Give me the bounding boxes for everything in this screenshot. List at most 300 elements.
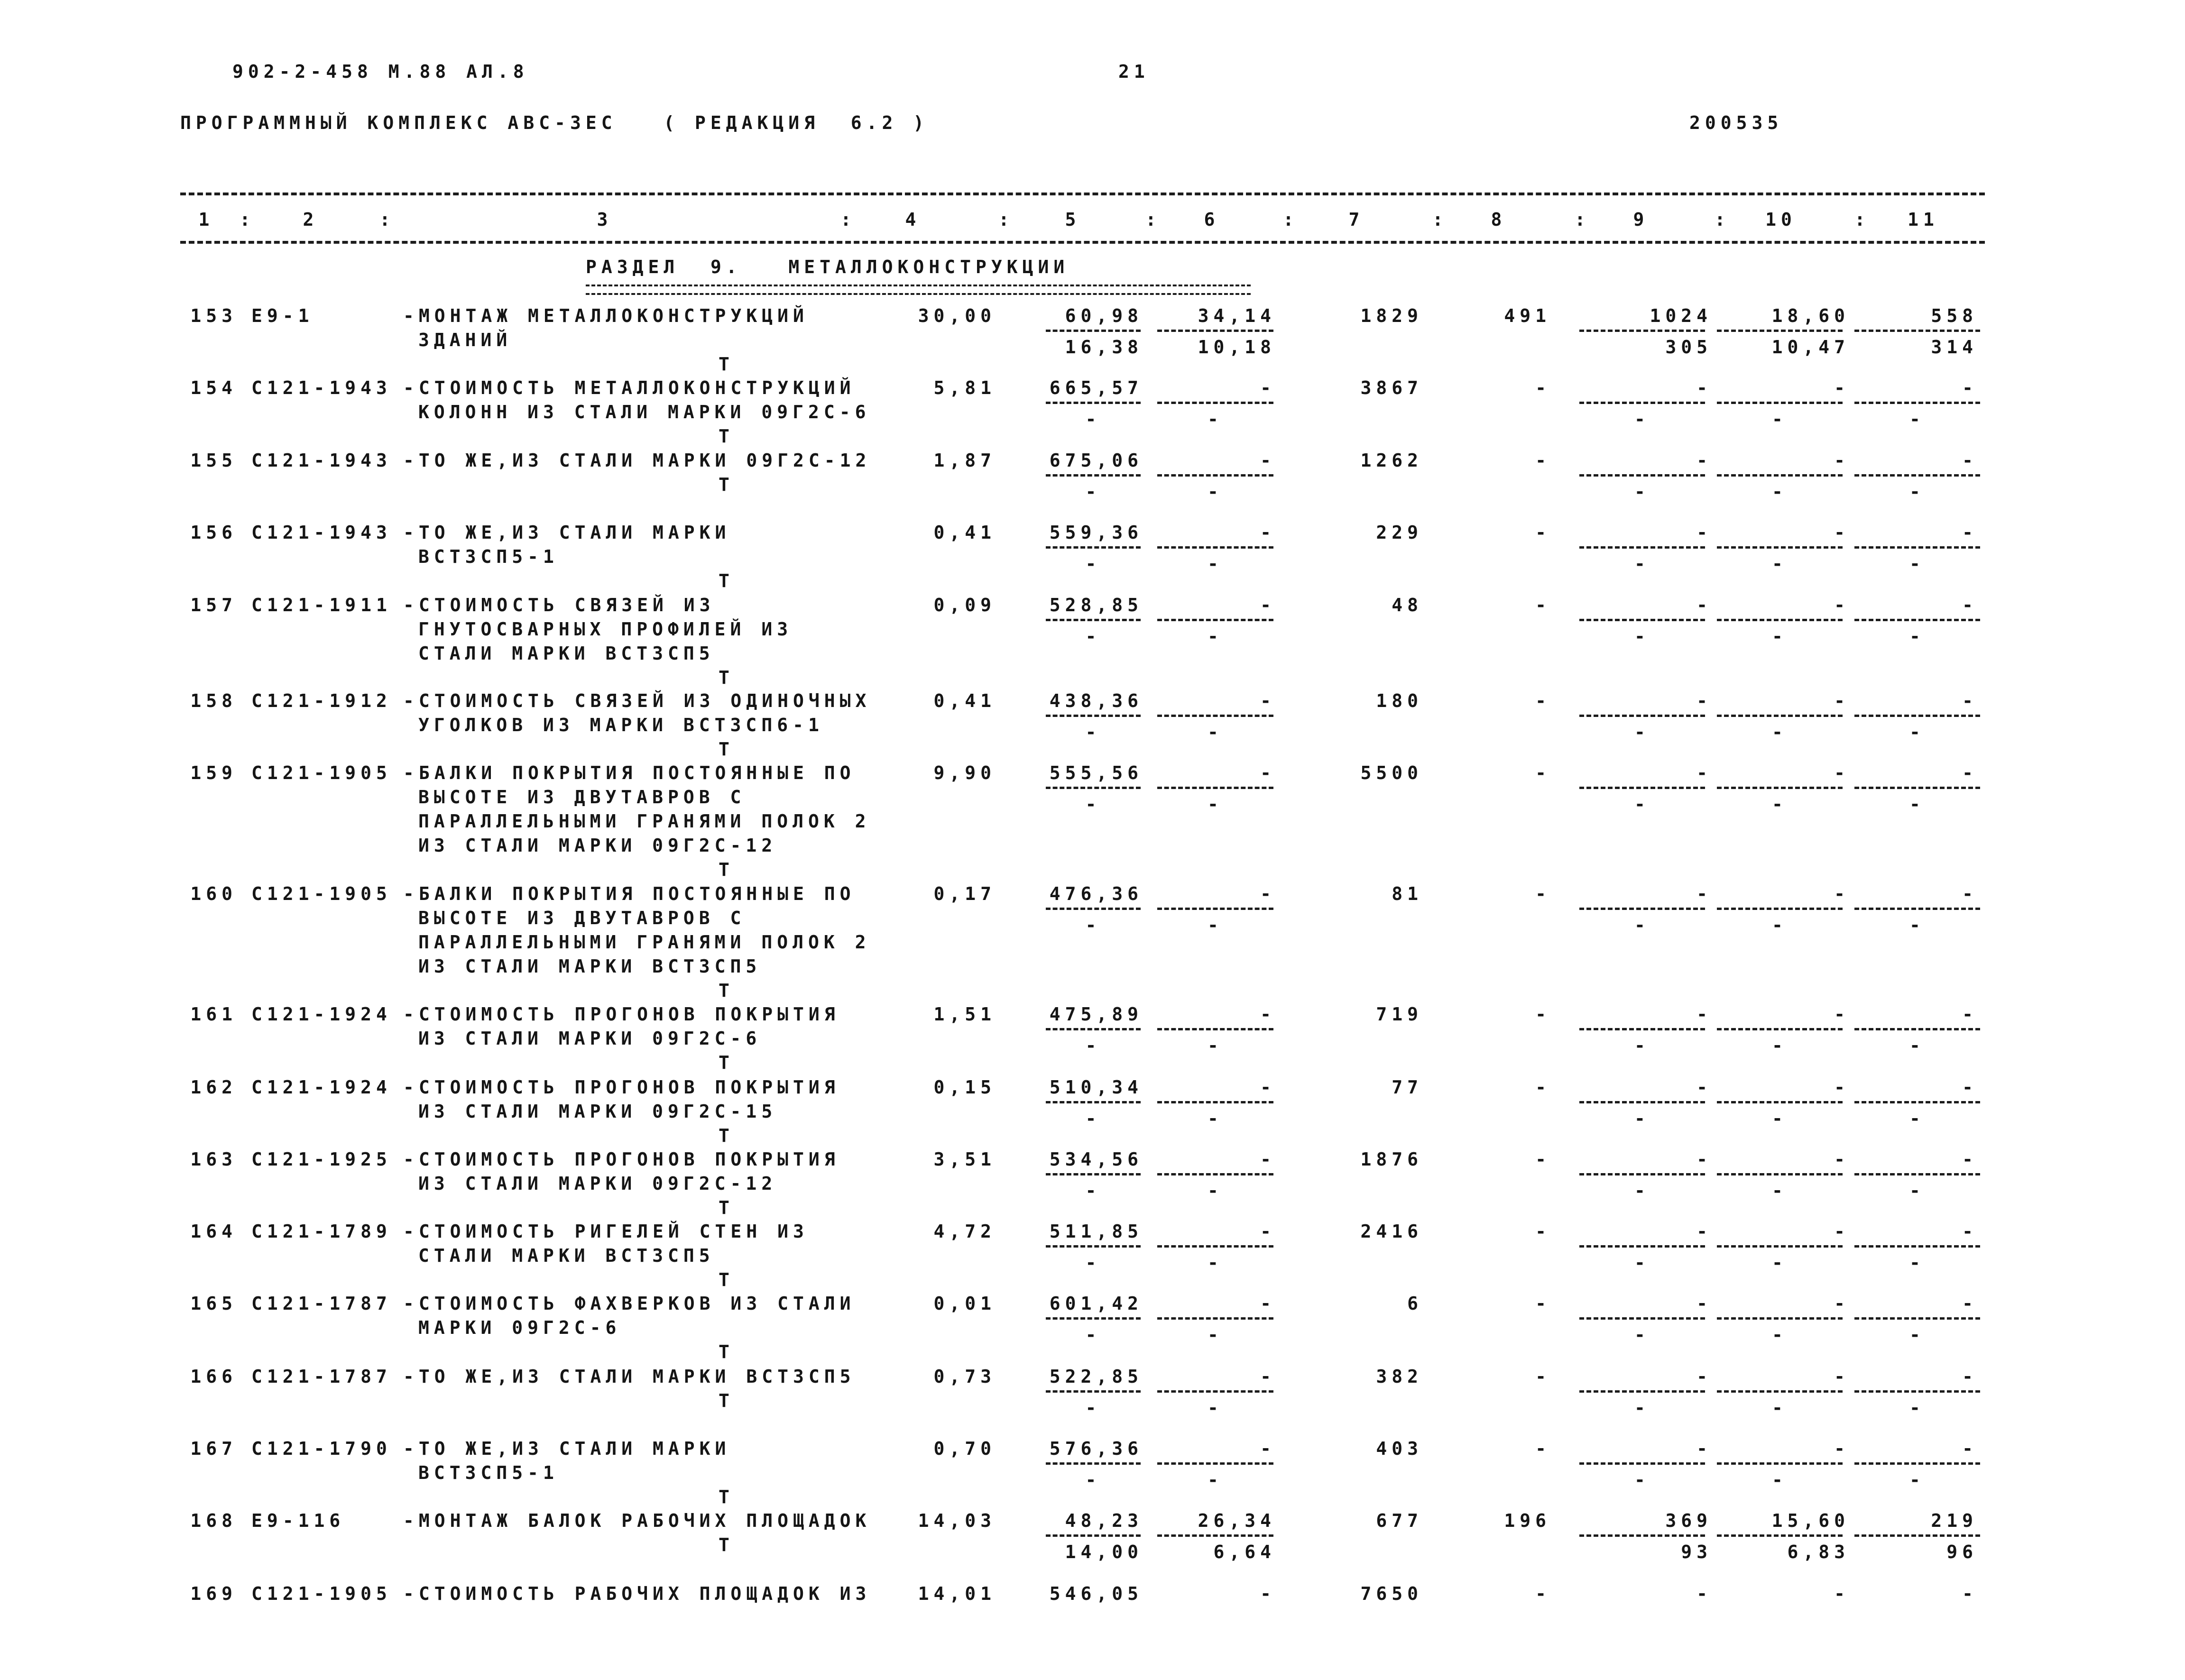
table-top-rule	[180, 193, 1985, 195]
t-marker: Т	[719, 1197, 734, 1218]
cell-c9: -	[1696, 1366, 1712, 1387]
row-number: 160	[190, 883, 237, 904]
row-number: 163	[190, 1149, 237, 1170]
cell-c8: -	[1535, 883, 1551, 904]
cell-c10: 18,60	[1771, 305, 1850, 326]
cell-sub-c9: -	[1634, 1397, 1650, 1418]
row-description-line: -МОНТАЖ МЕТАЛЛОКОНСТРУКЦИЙ	[403, 305, 809, 326]
cell-c11: -	[1962, 1583, 1978, 1604]
cell-c4: 1,51	[933, 1004, 996, 1025]
cell-c10: -	[1834, 883, 1850, 904]
cell-c6: -	[1260, 883, 1276, 904]
column-separator: :	[840, 209, 856, 230]
cell-sub-c10: -	[1772, 1469, 1788, 1490]
cell-c7: 7650	[1360, 1583, 1423, 1604]
cell-underline	[1157, 1173, 1273, 1175]
row-description-line: ВЫСОТЕ ИЗ ДВУТАВРОВ С	[418, 908, 746, 928]
cell-sub-c11: -	[1909, 1397, 1925, 1418]
row-description-line: -СТОИМОСТЬ ПРОГОНОВ ПОКРЫТИЯ	[403, 1149, 840, 1170]
cell-c8: -	[1535, 1149, 1551, 1170]
cell-c5: 675,06	[1049, 450, 1143, 471]
cell-underline	[1579, 1173, 1705, 1175]
cell-sub-c6: -	[1208, 1035, 1223, 1056]
row-description-line: -МОНТАЖ БАЛОК РАБОЧИХ ПЛОЩАДОК	[403, 1510, 871, 1531]
cell-underline	[1157, 1462, 1273, 1465]
cell-c8: -	[1535, 1293, 1551, 1314]
cell-c6: -	[1260, 762, 1276, 783]
cell-sub-c11: -	[1909, 915, 1925, 936]
cell-sub-c11: 314	[1931, 337, 1978, 358]
cell-underline	[1046, 402, 1141, 404]
row-description-line: -ТО ЖЕ,ИЗ СТАЛИ МАРКИ ВСТ3СП5	[403, 1366, 856, 1387]
cell-underline	[1157, 1028, 1273, 1030]
cell-c10: -	[1834, 1077, 1850, 1098]
cell-c5: 438,36	[1049, 690, 1143, 711]
t-marker: Т	[719, 667, 734, 688]
cell-c11: 219	[1931, 1510, 1978, 1531]
cell-sub-c11: 96	[1946, 1542, 1978, 1562]
t-marker: Т	[719, 354, 734, 375]
cell-c11: -	[1962, 595, 1978, 615]
cell-underline	[1579, 619, 1705, 621]
cell-c9: -	[1696, 1221, 1712, 1242]
cell-underline	[1046, 1245, 1141, 1248]
row-number: 165	[190, 1293, 237, 1314]
cell-underline	[1854, 330, 1980, 332]
row-code: С121-1911	[251, 595, 392, 615]
row-code: С121-1789	[251, 1221, 392, 1242]
cell-underline	[1854, 474, 1980, 477]
cell-underline	[1157, 715, 1273, 717]
cell-sub-c10: -	[1772, 1180, 1788, 1201]
column-header-2: 2	[303, 209, 319, 230]
cell-sub-c9: -	[1634, 1469, 1650, 1490]
cell-c7: 229	[1376, 522, 1423, 543]
cell-underline	[1157, 330, 1273, 332]
cell-sub-c5: -	[1085, 1324, 1101, 1345]
cell-sub-c11: -	[1909, 553, 1925, 574]
cell-c6: 26,34	[1198, 1510, 1276, 1531]
cell-c7: 1829	[1360, 305, 1423, 326]
column-separator: :	[998, 209, 1014, 230]
cell-c11: -	[1962, 1149, 1978, 1170]
cell-underline	[1046, 546, 1141, 549]
row-code: С121-1943	[251, 450, 392, 471]
cell-underline	[1717, 1317, 1843, 1320]
column-separator: :	[1145, 209, 1161, 230]
column-separator: :	[1715, 209, 1730, 230]
column-separator: :	[1854, 209, 1870, 230]
cell-underline	[1579, 1317, 1705, 1320]
column-header-8: 8	[1491, 209, 1507, 230]
row-number: 153	[190, 305, 237, 326]
cell-c9: -	[1696, 1004, 1712, 1025]
cell-underline	[1157, 402, 1273, 404]
cell-underline	[1579, 908, 1705, 910]
cell-sub-c5: -	[1085, 1108, 1101, 1129]
t-marker: Т	[719, 1487, 734, 1507]
cell-sub-c6: -	[1208, 722, 1223, 743]
cell-c4: 14,01	[918, 1583, 996, 1604]
cell-c6: -	[1260, 377, 1276, 398]
cell-underline	[1579, 715, 1705, 717]
cell-sub-c10: -	[1772, 409, 1788, 430]
cell-c10: -	[1834, 450, 1850, 471]
cell-underline	[1717, 787, 1843, 789]
cell-c6: 34,14	[1198, 305, 1276, 326]
cell-sub-c5: -	[1085, 1252, 1101, 1273]
column-header-1: 1	[198, 209, 214, 230]
cell-sub-c6: -	[1208, 1108, 1223, 1129]
t-marker: Т	[719, 739, 734, 760]
cell-c5: 475,89	[1049, 1004, 1143, 1025]
cell-c7: 180	[1376, 690, 1423, 711]
cell-c8: -	[1535, 450, 1551, 471]
cell-underline	[1717, 1245, 1843, 1248]
cell-sub-c11: -	[1909, 481, 1925, 502]
cell-c10: -	[1834, 1366, 1850, 1387]
column-separator: :	[1432, 209, 1448, 230]
cell-c7: 382	[1376, 1366, 1423, 1387]
cell-c9: -	[1696, 762, 1712, 783]
row-code: С121-1943	[251, 377, 392, 398]
cell-underline	[1854, 546, 1980, 549]
cell-c10: -	[1834, 762, 1850, 783]
cell-underline	[1046, 330, 1141, 332]
cell-sub-c10: 10,47	[1771, 337, 1850, 358]
cell-underline	[1854, 1534, 1980, 1537]
cell-c7: 3867	[1360, 377, 1423, 398]
cell-sub-c9: -	[1634, 722, 1650, 743]
cell-c10: -	[1834, 690, 1850, 711]
cell-sub-c11: -	[1909, 794, 1925, 815]
cell-sub-c9: -	[1634, 1252, 1650, 1273]
cell-c9: 1024	[1650, 305, 1712, 326]
row-description-line: ИЗ СТАЛИ МАРКИ 09Г2С-12	[418, 1173, 777, 1194]
cell-c6: -	[1260, 1004, 1276, 1025]
cell-c8: -	[1535, 762, 1551, 783]
cell-sub-c10: -	[1772, 1324, 1788, 1345]
column-header-5: 5	[1065, 209, 1081, 230]
row-description-line: ИЗ СТАЛИ МАРКИ 09Г2С-6	[418, 1028, 762, 1049]
cell-underline	[1579, 474, 1705, 477]
cell-c9: -	[1696, 1583, 1712, 1604]
cell-c10: -	[1834, 522, 1850, 543]
cell-underline	[1717, 1101, 1843, 1103]
cell-underline	[1717, 402, 1843, 404]
cell-sub-c10: -	[1772, 722, 1788, 743]
cell-underline	[1717, 1028, 1843, 1030]
cell-c4: 14,03	[918, 1510, 996, 1531]
cell-c4: 0,41	[933, 522, 996, 543]
cell-c8: 196	[1504, 1510, 1551, 1531]
cell-sub-c11: -	[1909, 722, 1925, 743]
cell-underline	[1717, 330, 1843, 332]
cell-sub-c6: -	[1208, 1180, 1223, 1201]
cell-sub-c10: -	[1772, 915, 1788, 936]
cell-underline	[1579, 1101, 1705, 1103]
column-header-3: 3	[597, 209, 613, 230]
section-title: РАЗДЕЛ 9. МЕТАЛЛОКОНСТРУКЦИИ	[586, 257, 1069, 277]
cell-underline	[1717, 1462, 1843, 1465]
cell-c5: 576,36	[1049, 1438, 1143, 1459]
cell-c9: -	[1696, 522, 1712, 543]
cell-c4: 0,17	[933, 883, 996, 904]
cell-sub-c10: -	[1772, 481, 1788, 502]
cell-c11: -	[1962, 690, 1978, 711]
cell-c4: 3,51	[933, 1149, 996, 1170]
cell-underline	[1579, 1534, 1705, 1537]
cell-underline	[1717, 1534, 1843, 1537]
cell-c9: -	[1696, 1438, 1712, 1459]
column-separator: :	[1575, 209, 1590, 230]
row-description-line: -СТОИМОСТЬ СВЯЗЕЙ ИЗ ОДИНОЧНЫХ	[403, 690, 871, 711]
row-code: С121-1787	[251, 1293, 392, 1314]
t-marker: Т	[719, 1534, 734, 1555]
cell-underline	[1046, 474, 1141, 477]
row-code: Е9-116	[251, 1510, 345, 1531]
row-number: 157	[190, 595, 237, 615]
row-description-line: ИЗ СТАЛИ МАРКИ 09Г2С-15	[418, 1101, 777, 1122]
row-description-line: -СТОИМОСТЬ ФАХВЕРКОВ ИЗ СТАЛИ	[403, 1293, 856, 1314]
cell-c7: 81	[1392, 883, 1423, 904]
cell-c5: 511,85	[1049, 1221, 1143, 1242]
cell-c9: -	[1696, 1293, 1712, 1314]
cell-c5: 534,56	[1049, 1149, 1143, 1170]
t-marker: Т	[719, 1052, 734, 1073]
cell-sub-c5: 14,00	[1065, 1542, 1143, 1562]
row-description-line: КОЛОНН ИЗ СТАЛИ МАРКИ 09Г2С-6	[418, 402, 871, 422]
cell-sub-c6: -	[1208, 626, 1223, 647]
cell-sub-c5: -	[1085, 626, 1101, 647]
cell-c9: -	[1696, 1077, 1712, 1098]
row-description-line: -СТОИМОСТЬ МЕТАЛЛОКОНСТРУКЦИЙ	[403, 377, 856, 398]
cell-c6: -	[1260, 522, 1276, 543]
cell-sub-c9: -	[1634, 1035, 1650, 1056]
cell-c4: 9,90	[933, 762, 996, 783]
cell-sub-c6: -	[1208, 553, 1223, 574]
cell-underline	[1046, 1390, 1141, 1393]
row-code: С121-1790	[251, 1438, 392, 1459]
cell-sub-c6: -	[1208, 915, 1223, 936]
cell-sub-c10: -	[1772, 1252, 1788, 1273]
t-marker: Т	[719, 1341, 734, 1362]
row-description-line: -ТО ЖЕ,ИЗ СТАЛИ МАРКИ 09Г2С-12	[403, 450, 871, 471]
cell-c11: -	[1962, 1293, 1978, 1314]
row-description-line: -СТОИМОСТЬ ПРОГОНОВ ПОКРЫТИЯ	[403, 1004, 840, 1025]
cell-c10: -	[1834, 1293, 1850, 1314]
cell-underline	[1579, 402, 1705, 404]
cell-sub-c5: -	[1085, 553, 1101, 574]
cell-sub-c6: -	[1208, 409, 1223, 430]
cell-sub-c6: -	[1208, 1252, 1223, 1273]
cell-c6: -	[1260, 595, 1276, 615]
cell-c8: -	[1535, 1366, 1551, 1387]
row-code: С121-1925	[251, 1149, 392, 1170]
cell-sub-c9: -	[1634, 626, 1650, 647]
cell-underline	[1854, 619, 1980, 621]
column-separator: :	[1283, 209, 1299, 230]
cell-c5: 528,85	[1049, 595, 1143, 615]
cell-c7: 2416	[1360, 1221, 1423, 1242]
row-code: С121-1905	[251, 883, 392, 904]
cell-c4: 0,41	[933, 690, 996, 711]
row-number: 166	[190, 1366, 237, 1387]
column-header-7: 7	[1348, 209, 1364, 230]
cell-c7: 719	[1376, 1004, 1423, 1025]
cell-c8: -	[1535, 1583, 1551, 1604]
header-bottom-rule	[180, 241, 1985, 244]
row-code: С121-1943	[251, 522, 392, 543]
cell-sub-c11: -	[1909, 626, 1925, 647]
cell-underline	[1579, 330, 1705, 332]
row-number: 154	[190, 377, 237, 398]
cell-sub-c5: -	[1085, 794, 1101, 815]
cell-c8: -	[1535, 522, 1551, 543]
cell-c11: -	[1962, 522, 1978, 543]
cell-underline	[1157, 908, 1273, 910]
row-number: 155	[190, 450, 237, 471]
cell-sub-c9: -	[1634, 915, 1650, 936]
cell-sub-c9: 305	[1665, 337, 1712, 358]
cell-c5: 546,05	[1049, 1583, 1143, 1604]
cell-underline	[1046, 908, 1141, 910]
cell-c5: 555,56	[1049, 762, 1143, 783]
cell-underline	[1579, 1462, 1705, 1465]
cell-sub-c5: -	[1085, 1180, 1101, 1201]
cell-underline	[1717, 715, 1843, 717]
cell-sub-c9: -	[1634, 553, 1650, 574]
cell-sub-c9: -	[1634, 481, 1650, 502]
cell-c9: -	[1696, 883, 1712, 904]
cell-c6: -	[1260, 1293, 1276, 1314]
cell-underline	[1854, 908, 1980, 910]
cell-c10: -	[1834, 595, 1850, 615]
program-code: 200535	[1689, 112, 1783, 133]
cell-c11: -	[1962, 377, 1978, 398]
doc-ref: 902-2-458 М.88 АЛ.8	[232, 61, 529, 82]
cell-underline	[1579, 1028, 1705, 1030]
cell-c9: 369	[1665, 1510, 1712, 1531]
cell-underline	[1854, 1462, 1980, 1465]
cell-sub-c10: -	[1772, 794, 1788, 815]
cell-c6: -	[1260, 450, 1276, 471]
cell-sub-c5: -	[1085, 1469, 1101, 1490]
row-description-line: ВСТ3СП5-1	[418, 1462, 559, 1483]
row-description-line: ВЫСОТЕ ИЗ ДВУТАВРОВ С	[418, 787, 746, 808]
cell-underline	[1157, 1534, 1273, 1537]
cell-c7: 677	[1376, 1510, 1423, 1531]
cell-underline	[1854, 402, 1980, 404]
cell-c5: 48,23	[1065, 1510, 1143, 1531]
cell-c6: -	[1260, 1438, 1276, 1459]
page-number: 21	[1118, 61, 1150, 82]
cell-c5: 476,36	[1049, 883, 1143, 904]
cell-sub-c6: -	[1208, 1469, 1223, 1490]
row-code: С121-1924	[251, 1004, 392, 1025]
t-marker: Т	[719, 1269, 734, 1290]
cell-underline	[1854, 1101, 1980, 1103]
cell-c11: -	[1962, 883, 1978, 904]
cell-sub-c10: -	[1772, 1397, 1788, 1418]
cell-c6: -	[1260, 1149, 1276, 1170]
row-description-line: -БАЛКИ ПОКРЫТИЯ ПОСТОЯННЫЕ ПО	[403, 883, 856, 904]
cell-c11: -	[1962, 450, 1978, 471]
cell-c7: 77	[1392, 1077, 1423, 1098]
column-separator: :	[379, 209, 395, 230]
cell-c5: 522,85	[1049, 1366, 1143, 1387]
row-number: 159	[190, 762, 237, 783]
cell-underline	[1157, 1390, 1273, 1393]
cell-underline	[1854, 1317, 1980, 1320]
column-header-4: 4	[905, 209, 921, 230]
cell-c5: 665,57	[1049, 377, 1143, 398]
row-description-line: -ТО ЖЕ,ИЗ СТАЛИ МАРКИ	[403, 522, 731, 543]
column-separator: :	[240, 209, 255, 230]
cell-underline	[1046, 715, 1141, 717]
row-description-line: ГНУТОСВАРНЫХ ПРОФИЛЕЙ ИЗ	[418, 619, 793, 640]
cell-c8: 491	[1504, 305, 1551, 326]
cell-sub-c5: -	[1085, 1397, 1101, 1418]
cell-c5: 559,36	[1049, 522, 1143, 543]
cell-underline	[1157, 474, 1273, 477]
row-number: 156	[190, 522, 237, 543]
row-description-line: УГОЛКОВ ИЗ МАРКИ ВСТ3СП6-1	[418, 715, 824, 735]
row-number: 168	[190, 1510, 237, 1531]
row-description-line: -СТОИМОСТЬ СВЯЗЕЙ ИЗ	[403, 595, 715, 615]
cell-underline	[1579, 546, 1705, 549]
cell-sub-c5: -	[1085, 409, 1101, 430]
row-code: С121-1912	[251, 690, 392, 711]
cell-sub-c10: -	[1772, 1108, 1788, 1129]
row-description-line: ПАРАЛЛЕЛЬНЫМИ ГРАНЯМИ ПОЛОК 2	[418, 811, 871, 832]
cell-c8: -	[1535, 1438, 1551, 1459]
cell-c11: -	[1962, 1221, 1978, 1242]
cell-c4: 5,81	[933, 377, 996, 398]
cell-sub-c6: -	[1208, 1324, 1223, 1345]
cell-c9: -	[1696, 377, 1712, 398]
cell-c10: -	[1834, 1149, 1850, 1170]
cell-sub-c11: -	[1909, 1469, 1925, 1490]
cell-c10: -	[1834, 1004, 1850, 1025]
cell-c5: 601,42	[1049, 1293, 1143, 1314]
cell-c4: 30,00	[918, 305, 996, 326]
cell-underline	[1046, 1462, 1141, 1465]
row-number: 164	[190, 1221, 237, 1242]
cell-c7: 6	[1407, 1293, 1423, 1314]
row-description-line: ЗДАНИЙ	[418, 330, 512, 350]
cell-underline	[1717, 908, 1843, 910]
cell-c7: 5500	[1360, 762, 1423, 783]
cell-underline	[1157, 1245, 1273, 1248]
row-description-line: ИЗ СТАЛИ МАРКИ 09Г2С-12	[418, 835, 777, 856]
cell-c5: 510,34	[1049, 1077, 1143, 1098]
cell-underline	[1854, 1028, 1980, 1030]
cell-c6: -	[1260, 1366, 1276, 1387]
cell-c8: -	[1535, 1221, 1551, 1242]
row-description-line: СТАЛИ МАРКИ ВСТ3СП5	[418, 643, 715, 664]
cell-sub-c10: 6,83	[1787, 1542, 1850, 1562]
cell-c11: -	[1962, 1366, 1978, 1387]
t-marker: Т	[719, 859, 734, 880]
cell-c7: 1262	[1360, 450, 1423, 471]
cell-c10: -	[1834, 1438, 1850, 1459]
row-description-line: ВСТ3СП5-1	[418, 546, 559, 567]
cell-sub-c9: -	[1634, 409, 1650, 430]
cell-sub-c9: -	[1634, 794, 1650, 815]
cell-c8: -	[1535, 1077, 1551, 1098]
row-description-line: -БАЛКИ ПОКРЫТИЯ ПОСТОЯННЫЕ ПО	[403, 762, 856, 783]
